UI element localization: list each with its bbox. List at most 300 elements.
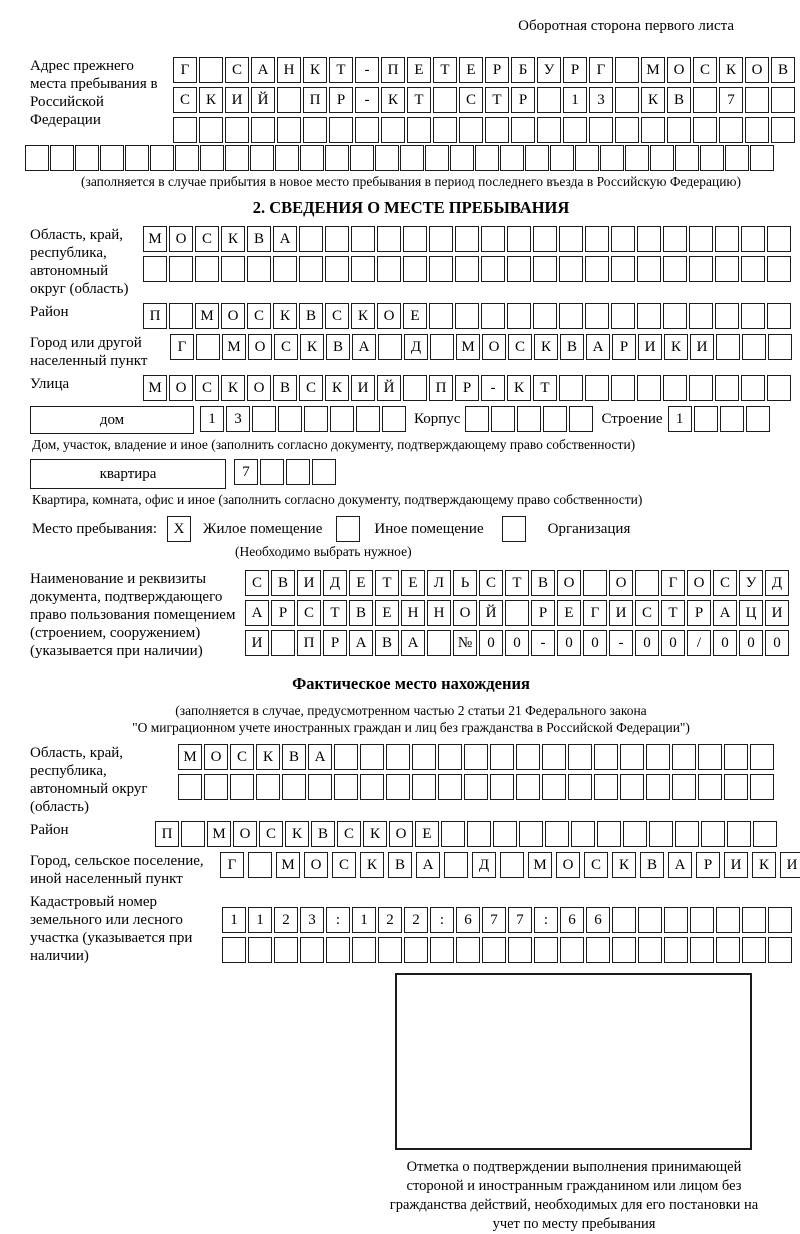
char-cell[interactable] bbox=[352, 937, 376, 963]
char-cell[interactable] bbox=[637, 226, 661, 252]
char-cell[interactable]: О bbox=[557, 570, 581, 596]
char-cell[interactable]: К bbox=[256, 744, 280, 770]
char-cell[interactable] bbox=[248, 852, 272, 878]
char-cell[interactable] bbox=[308, 774, 332, 800]
char-cell[interactable]: А bbox=[586, 334, 610, 360]
char-cell[interactable]: 1 bbox=[668, 406, 692, 432]
char-cell[interactable]: : bbox=[534, 907, 558, 933]
char-cell[interactable]: С bbox=[259, 821, 283, 847]
char-cell[interactable] bbox=[568, 774, 592, 800]
char-cell[interactable]: О bbox=[248, 334, 272, 360]
char-cell[interactable] bbox=[571, 821, 595, 847]
char-cell[interactable] bbox=[663, 226, 687, 252]
city-cells[interactable] bbox=[170, 334, 792, 360]
char-cell[interactable]: К bbox=[381, 87, 405, 113]
char-cell[interactable] bbox=[771, 87, 795, 113]
char-cell[interactable]: С bbox=[508, 334, 532, 360]
char-cell[interactable] bbox=[256, 774, 280, 800]
char-cell[interactable] bbox=[753, 821, 777, 847]
checkbox-organizaciya[interactable] bbox=[502, 516, 526, 542]
char-cell[interactable] bbox=[277, 87, 301, 113]
char-cell[interactable]: Р bbox=[323, 630, 347, 656]
char-cell[interactable] bbox=[286, 459, 310, 485]
char-cell[interactable] bbox=[485, 117, 509, 143]
char-cell[interactable]: Г bbox=[583, 600, 607, 626]
char-cell[interactable] bbox=[746, 406, 770, 432]
checkbox-zhiloe[interactable]: X bbox=[167, 516, 191, 542]
char-cell[interactable] bbox=[611, 375, 635, 401]
char-cell[interactable] bbox=[689, 375, 713, 401]
char-cell[interactable]: В bbox=[560, 334, 584, 360]
char-cell[interactable]: Т bbox=[485, 87, 509, 113]
char-cell[interactable] bbox=[427, 630, 451, 656]
char-cell[interactable] bbox=[545, 821, 569, 847]
char-cell[interactable]: С bbox=[225, 57, 249, 83]
char-cell[interactable]: А bbox=[668, 852, 692, 878]
char-cell[interactable]: Д bbox=[472, 852, 496, 878]
char-cell[interactable] bbox=[537, 87, 561, 113]
char-cell[interactable] bbox=[455, 303, 479, 329]
char-cell[interactable] bbox=[533, 226, 557, 252]
char-cell[interactable]: В bbox=[299, 303, 323, 329]
char-cell[interactable] bbox=[178, 774, 202, 800]
char-cell[interactable] bbox=[407, 117, 431, 143]
char-cell[interactable] bbox=[612, 937, 636, 963]
char-cell[interactable] bbox=[429, 256, 453, 282]
char-cell[interactable] bbox=[741, 375, 765, 401]
actual-city-cells[interactable] bbox=[220, 852, 800, 878]
char-cell[interactable]: К bbox=[285, 821, 309, 847]
char-cell[interactable]: В bbox=[388, 852, 412, 878]
char-cell[interactable] bbox=[505, 600, 529, 626]
char-cell[interactable]: О bbox=[204, 744, 228, 770]
char-cell[interactable] bbox=[455, 256, 479, 282]
char-cell[interactable] bbox=[690, 907, 714, 933]
char-cell[interactable] bbox=[724, 744, 748, 770]
char-cell[interactable] bbox=[274, 937, 298, 963]
char-cell[interactable]: Д bbox=[323, 570, 347, 596]
char-cell[interactable] bbox=[250, 145, 274, 171]
char-cell[interactable]: С bbox=[635, 600, 659, 626]
char-cell[interactable]: Т bbox=[375, 570, 399, 596]
char-cell[interactable]: К bbox=[641, 87, 665, 113]
char-cell[interactable]: Г bbox=[220, 852, 244, 878]
char-cell[interactable] bbox=[482, 937, 506, 963]
char-cell[interactable] bbox=[225, 117, 249, 143]
char-cell[interactable] bbox=[701, 821, 725, 847]
char-cell[interactable] bbox=[745, 117, 769, 143]
char-cell[interactable] bbox=[559, 226, 583, 252]
char-cell[interactable] bbox=[330, 406, 354, 432]
char-cell[interactable]: Т bbox=[407, 87, 431, 113]
char-cell[interactable] bbox=[719, 117, 743, 143]
char-cell[interactable]: Н bbox=[427, 600, 451, 626]
char-cell[interactable] bbox=[355, 117, 379, 143]
char-cell[interactable] bbox=[325, 145, 349, 171]
char-cell[interactable]: В bbox=[282, 744, 306, 770]
char-cell[interactable]: М bbox=[178, 744, 202, 770]
char-cell[interactable]: 0 bbox=[661, 630, 685, 656]
char-cell[interactable]: - bbox=[355, 57, 379, 83]
char-cell[interactable]: 7 bbox=[234, 459, 258, 485]
char-cell[interactable] bbox=[196, 334, 220, 360]
char-cell[interactable]: О bbox=[247, 375, 271, 401]
char-cell[interactable] bbox=[638, 937, 662, 963]
char-cell[interactable] bbox=[377, 256, 401, 282]
char-cell[interactable] bbox=[199, 57, 223, 83]
char-cell[interactable] bbox=[516, 744, 540, 770]
char-cell[interactable] bbox=[637, 375, 661, 401]
char-cell[interactable] bbox=[675, 145, 699, 171]
char-cell[interactable] bbox=[378, 334, 402, 360]
char-cell[interactable] bbox=[560, 937, 584, 963]
char-cell[interactable]: В bbox=[375, 630, 399, 656]
char-cell[interactable] bbox=[465, 406, 489, 432]
char-cell[interactable] bbox=[620, 774, 644, 800]
char-cell[interactable] bbox=[742, 937, 766, 963]
char-cell[interactable]: Е bbox=[459, 57, 483, 83]
char-cell[interactable] bbox=[720, 406, 744, 432]
char-cell[interactable] bbox=[326, 937, 350, 963]
char-cell[interactable]: Т bbox=[505, 570, 529, 596]
char-cell[interactable] bbox=[169, 303, 193, 329]
char-cell[interactable]: Д bbox=[765, 570, 789, 596]
char-cell[interactable] bbox=[412, 744, 436, 770]
char-cell[interactable] bbox=[251, 117, 275, 143]
char-cell[interactable] bbox=[481, 226, 505, 252]
char-cell[interactable]: С bbox=[693, 57, 717, 83]
char-cell[interactable] bbox=[433, 117, 457, 143]
char-cell[interactable] bbox=[519, 821, 543, 847]
char-cell[interactable] bbox=[689, 256, 713, 282]
char-cell[interactable] bbox=[381, 117, 405, 143]
stroenie-cells[interactable] bbox=[668, 406, 770, 432]
char-cell[interactable]: Н bbox=[401, 600, 425, 626]
char-cell[interactable] bbox=[404, 937, 428, 963]
document-row-3[interactable] bbox=[245, 630, 789, 656]
char-cell[interactable] bbox=[575, 145, 599, 171]
char-cell[interactable] bbox=[456, 937, 480, 963]
char-cell[interactable]: К bbox=[221, 226, 245, 252]
char-cell[interactable] bbox=[200, 145, 224, 171]
char-cell[interactable] bbox=[150, 145, 174, 171]
char-cell[interactable] bbox=[455, 226, 479, 252]
char-cell[interactable] bbox=[742, 907, 766, 933]
char-cell[interactable] bbox=[625, 145, 649, 171]
char-cell[interactable]: К bbox=[303, 57, 327, 83]
char-cell[interactable] bbox=[334, 744, 358, 770]
char-cell[interactable]: И bbox=[609, 600, 633, 626]
char-cell[interactable] bbox=[511, 117, 535, 143]
char-cell[interactable] bbox=[615, 57, 639, 83]
char-cell[interactable]: В bbox=[771, 57, 795, 83]
char-cell[interactable] bbox=[299, 256, 323, 282]
char-cell[interactable] bbox=[623, 821, 647, 847]
char-cell[interactable]: Б bbox=[511, 57, 535, 83]
char-cell[interactable]: С bbox=[459, 87, 483, 113]
char-cell[interactable]: П bbox=[381, 57, 405, 83]
char-cell[interactable] bbox=[204, 774, 228, 800]
char-cell[interactable]: А bbox=[349, 630, 373, 656]
char-cell[interactable] bbox=[169, 256, 193, 282]
char-cell[interactable] bbox=[741, 226, 765, 252]
char-cell[interactable] bbox=[508, 937, 532, 963]
char-cell[interactable]: Г bbox=[589, 57, 613, 83]
char-cell[interactable]: М bbox=[222, 334, 246, 360]
char-cell[interactable]: М bbox=[143, 226, 167, 252]
char-cell[interactable] bbox=[663, 303, 687, 329]
char-cell[interactable] bbox=[583, 570, 607, 596]
char-cell[interactable]: Р bbox=[687, 600, 711, 626]
char-cell[interactable]: П bbox=[297, 630, 321, 656]
char-cell[interactable]: Н bbox=[277, 57, 301, 83]
char-cell[interactable] bbox=[585, 226, 609, 252]
char-cell[interactable] bbox=[175, 145, 199, 171]
char-cell[interactable]: С bbox=[297, 600, 321, 626]
char-cell[interactable]: - bbox=[355, 87, 379, 113]
char-cell[interactable] bbox=[585, 375, 609, 401]
char-cell[interactable] bbox=[741, 303, 765, 329]
char-cell[interactable]: К bbox=[363, 821, 387, 847]
document-row-1[interactable] bbox=[245, 570, 789, 596]
char-cell[interactable] bbox=[750, 774, 774, 800]
char-cell[interactable] bbox=[303, 117, 327, 143]
char-cell[interactable]: С bbox=[584, 852, 608, 878]
char-cell[interactable]: 3 bbox=[226, 406, 250, 432]
char-cell[interactable]: И bbox=[297, 570, 321, 596]
char-cell[interactable]: Й bbox=[251, 87, 275, 113]
char-cell[interactable] bbox=[620, 744, 644, 770]
char-cell[interactable]: Е bbox=[375, 600, 399, 626]
char-cell[interactable]: К bbox=[507, 375, 531, 401]
char-cell[interactable] bbox=[312, 459, 336, 485]
char-cell[interactable]: Р bbox=[696, 852, 720, 878]
char-cell[interactable] bbox=[586, 937, 610, 963]
char-cell[interactable]: Т bbox=[661, 600, 685, 626]
char-cell[interactable] bbox=[403, 226, 427, 252]
char-cell[interactable]: 2 bbox=[378, 907, 402, 933]
char-cell[interactable]: М bbox=[276, 852, 300, 878]
char-cell[interactable] bbox=[507, 226, 531, 252]
prev-address-row-3[interactable] bbox=[173, 117, 795, 143]
char-cell[interactable] bbox=[351, 256, 375, 282]
char-cell[interactable] bbox=[767, 303, 791, 329]
char-cell[interactable]: - bbox=[609, 630, 633, 656]
char-cell[interactable] bbox=[375, 145, 399, 171]
char-cell[interactable]: А bbox=[308, 744, 332, 770]
char-cell[interactable]: В bbox=[667, 87, 691, 113]
char-cell[interactable]: О bbox=[453, 600, 477, 626]
char-cell[interactable]: А bbox=[401, 630, 425, 656]
char-cell[interactable] bbox=[646, 744, 670, 770]
char-cell[interactable] bbox=[351, 226, 375, 252]
char-cell[interactable]: 7 bbox=[482, 907, 506, 933]
char-cell[interactable] bbox=[768, 907, 792, 933]
apartment-cells[interactable] bbox=[234, 459, 336, 485]
char-cell[interactable] bbox=[459, 117, 483, 143]
char-cell[interactable] bbox=[568, 744, 592, 770]
char-cell[interactable] bbox=[715, 226, 739, 252]
char-cell[interactable]: 2 bbox=[404, 907, 428, 933]
char-cell[interactable] bbox=[635, 570, 659, 596]
char-cell[interactable]: К bbox=[664, 334, 688, 360]
char-cell[interactable]: К bbox=[325, 375, 349, 401]
char-cell[interactable]: Р bbox=[612, 334, 636, 360]
char-cell[interactable] bbox=[386, 774, 410, 800]
char-cell[interactable]: Р bbox=[563, 57, 587, 83]
house-cells[interactable] bbox=[200, 406, 406, 432]
char-cell[interactable]: 0 bbox=[505, 630, 529, 656]
char-cell[interactable] bbox=[649, 821, 673, 847]
char-cell[interactable]: Р bbox=[271, 600, 295, 626]
char-cell[interactable]: С bbox=[173, 87, 197, 113]
char-cell[interactable]: Т bbox=[323, 600, 347, 626]
char-cell[interactable]: У bbox=[739, 570, 763, 596]
char-cell[interactable]: К bbox=[360, 852, 384, 878]
char-cell[interactable]: В bbox=[531, 570, 555, 596]
korpus-cells[interactable] bbox=[465, 406, 593, 432]
char-cell[interactable]: О bbox=[609, 570, 633, 596]
char-cell[interactable] bbox=[750, 744, 774, 770]
char-cell[interactable] bbox=[716, 937, 740, 963]
char-cell[interactable]: Г bbox=[661, 570, 685, 596]
char-cell[interactable] bbox=[727, 821, 751, 847]
char-cell[interactable] bbox=[441, 821, 465, 847]
char-cell[interactable] bbox=[481, 303, 505, 329]
char-cell[interactable]: О bbox=[377, 303, 401, 329]
char-cell[interactable]: 1 bbox=[222, 907, 246, 933]
char-cell[interactable]: О bbox=[745, 57, 769, 83]
char-cell[interactable] bbox=[533, 303, 557, 329]
char-cell[interactable]: Ц bbox=[739, 600, 763, 626]
char-cell[interactable]: Й bbox=[377, 375, 401, 401]
char-cell[interactable]: 0 bbox=[739, 630, 763, 656]
char-cell[interactable]: - bbox=[481, 375, 505, 401]
char-cell[interactable] bbox=[173, 117, 197, 143]
char-cell[interactable]: Е bbox=[415, 821, 439, 847]
char-cell[interactable] bbox=[429, 303, 453, 329]
char-cell[interactable]: В bbox=[326, 334, 350, 360]
char-cell[interactable] bbox=[767, 226, 791, 252]
prev-address-row-2[interactable] bbox=[173, 87, 795, 113]
char-cell[interactable] bbox=[646, 774, 670, 800]
char-cell[interactable] bbox=[444, 852, 468, 878]
char-cell[interactable] bbox=[438, 774, 462, 800]
char-cell[interactable] bbox=[569, 406, 593, 432]
char-cell[interactable]: 6 bbox=[586, 907, 610, 933]
char-cell[interactable] bbox=[767, 375, 791, 401]
char-cell[interactable]: Е bbox=[349, 570, 373, 596]
char-cell[interactable]: № bbox=[453, 630, 477, 656]
region-row-1[interactable] bbox=[143, 226, 791, 252]
char-cell[interactable]: И bbox=[225, 87, 249, 113]
char-cell[interactable]: 6 bbox=[560, 907, 584, 933]
char-cell[interactable]: 0 bbox=[557, 630, 581, 656]
char-cell[interactable] bbox=[771, 117, 795, 143]
char-cell[interactable] bbox=[230, 774, 254, 800]
char-cell[interactable] bbox=[716, 907, 740, 933]
char-cell[interactable] bbox=[694, 406, 718, 432]
house-box[interactable]: дом bbox=[30, 406, 194, 434]
char-cell[interactable] bbox=[664, 937, 688, 963]
actual-district-cells[interactable] bbox=[155, 821, 777, 847]
char-cell[interactable] bbox=[490, 774, 514, 800]
char-cell[interactable] bbox=[715, 256, 739, 282]
char-cell[interactable]: / bbox=[687, 630, 711, 656]
char-cell[interactable] bbox=[199, 117, 223, 143]
char-cell[interactable] bbox=[247, 256, 271, 282]
char-cell[interactable]: Р bbox=[511, 87, 535, 113]
char-cell[interactable] bbox=[277, 117, 301, 143]
char-cell[interactable]: О bbox=[687, 570, 711, 596]
char-cell[interactable]: Р bbox=[455, 375, 479, 401]
char-cell[interactable]: 0 bbox=[635, 630, 659, 656]
char-cell[interactable]: Ь bbox=[453, 570, 477, 596]
char-cell[interactable]: К bbox=[534, 334, 558, 360]
char-cell[interactable]: М bbox=[143, 375, 167, 401]
char-cell[interactable]: П bbox=[143, 303, 167, 329]
char-cell[interactable]: И bbox=[690, 334, 714, 360]
char-cell[interactable]: С bbox=[195, 226, 219, 252]
char-cell[interactable]: 2 bbox=[274, 907, 298, 933]
char-cell[interactable] bbox=[360, 744, 384, 770]
char-cell[interactable] bbox=[271, 630, 295, 656]
char-cell[interactable]: У bbox=[537, 57, 561, 83]
char-cell[interactable] bbox=[382, 406, 406, 432]
char-cell[interactable]: С bbox=[713, 570, 737, 596]
char-cell[interactable]: А bbox=[713, 600, 737, 626]
char-cell[interactable]: И bbox=[780, 852, 800, 878]
char-cell[interactable] bbox=[742, 334, 766, 360]
char-cell[interactable] bbox=[429, 226, 453, 252]
prev-address-row-4[interactable] bbox=[25, 145, 792, 171]
char-cell[interactable] bbox=[716, 334, 740, 360]
char-cell[interactable]: Р bbox=[329, 87, 353, 113]
char-cell[interactable] bbox=[490, 744, 514, 770]
apartment-box[interactable]: квартира bbox=[30, 459, 226, 489]
char-cell[interactable]: Т bbox=[533, 375, 557, 401]
char-cell[interactable] bbox=[282, 774, 306, 800]
char-cell[interactable] bbox=[507, 303, 531, 329]
char-cell[interactable] bbox=[534, 937, 558, 963]
char-cell[interactable]: О bbox=[233, 821, 257, 847]
actual-region-row-1[interactable] bbox=[178, 744, 774, 770]
document-row-2[interactable] bbox=[245, 600, 789, 626]
char-cell[interactable]: Й bbox=[479, 600, 503, 626]
char-cell[interactable]: К bbox=[273, 303, 297, 329]
char-cell[interactable] bbox=[594, 774, 618, 800]
char-cell[interactable] bbox=[299, 226, 323, 252]
char-cell[interactable] bbox=[615, 117, 639, 143]
char-cell[interactable]: С bbox=[274, 334, 298, 360]
char-cell[interactable] bbox=[537, 117, 561, 143]
char-cell[interactable] bbox=[641, 117, 665, 143]
char-cell[interactable] bbox=[464, 744, 488, 770]
char-cell[interactable]: 1 bbox=[352, 907, 376, 933]
char-cell[interactable] bbox=[273, 256, 297, 282]
char-cell[interactable]: И bbox=[638, 334, 662, 360]
actual-region-row-2[interactable] bbox=[178, 774, 774, 800]
char-cell[interactable]: О bbox=[482, 334, 506, 360]
char-cell[interactable]: : bbox=[326, 907, 350, 933]
char-cell[interactable] bbox=[693, 87, 717, 113]
char-cell[interactable]: С bbox=[325, 303, 349, 329]
char-cell[interactable] bbox=[450, 145, 474, 171]
char-cell[interactable] bbox=[50, 145, 74, 171]
char-cell[interactable] bbox=[689, 303, 713, 329]
char-cell[interactable] bbox=[589, 117, 613, 143]
char-cell[interactable]: И bbox=[351, 375, 375, 401]
